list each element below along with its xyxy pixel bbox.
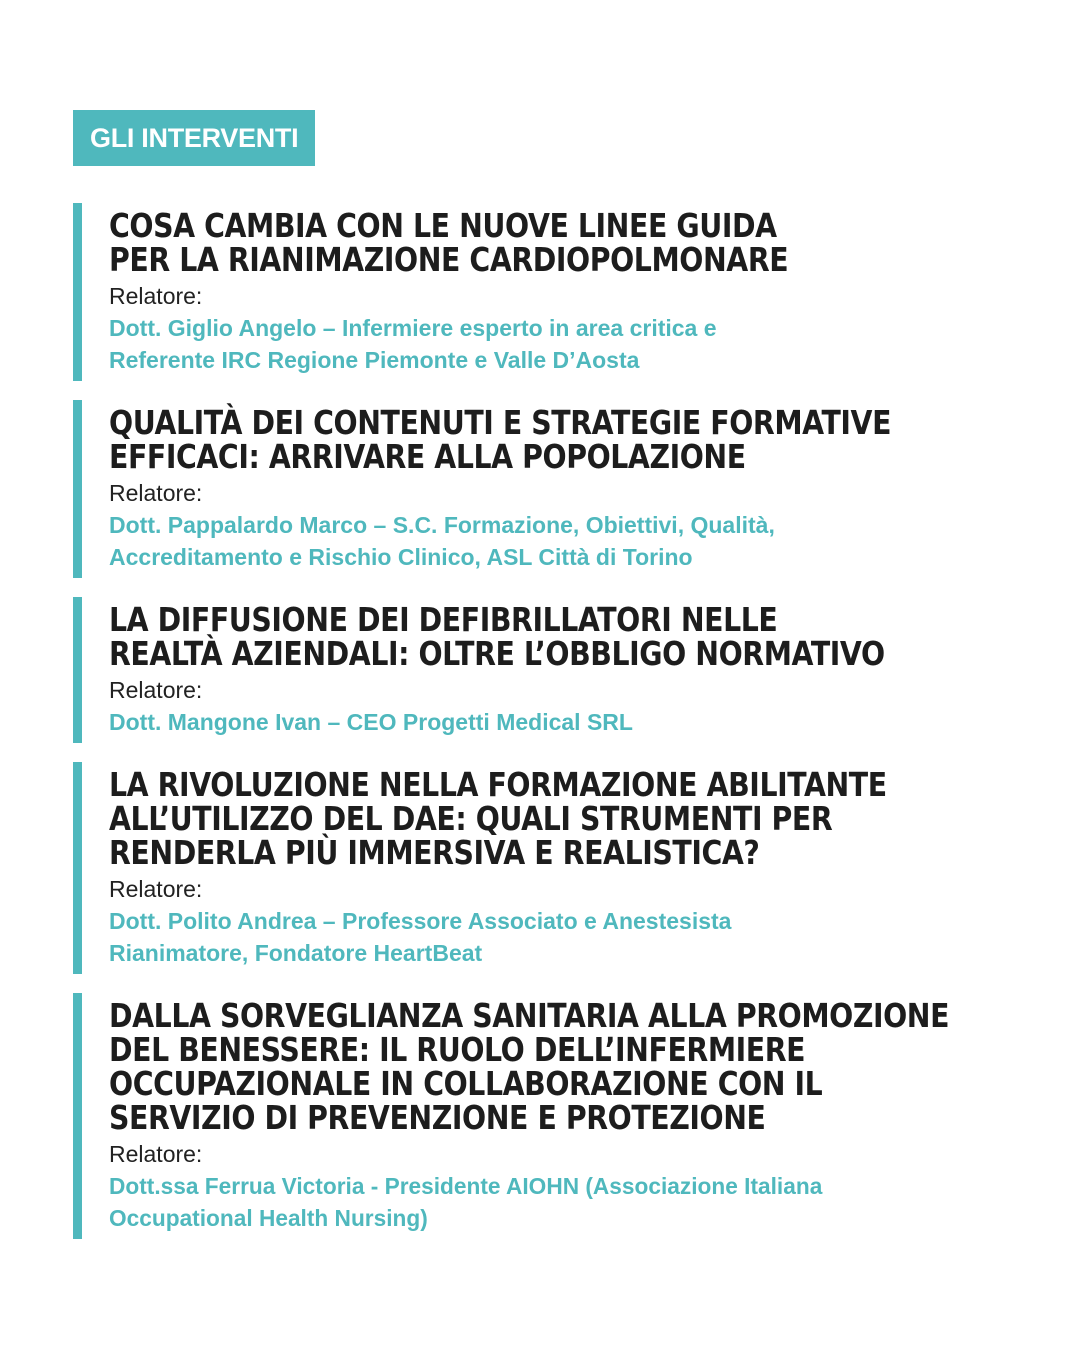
talk-title-line: REALTÀ AZIENDALI: OLTRE L’OBBLIGO NORMATIVO <box>109 634 885 673</box>
talk-title <box>109 762 887 870</box>
talk-title <box>109 993 949 1135</box>
speaker-line: Dott. Pappalardo Marco – S.C. Formazione, Obiettivi, Qualità, <box>109 512 775 538</box>
section-badge-label: GLI INTERVENTI <box>90 123 299 153</box>
talk-title-line: PER LA RIANIMAZIONE CARDIOPOLMONARE <box>109 240 789 279</box>
speaker-line: Dott. Giglio Angelo – Infermiere esperto in area critica e <box>109 315 717 341</box>
talk-title-line: OCCUPAZIONALE IN COLLABORAZIONE CON IL <box>109 1064 823 1103</box>
talk-item <box>73 203 899 381</box>
talk-title-line: EFFICACI: ARRIVARE ALLA POPOLAZIONE <box>109 437 746 476</box>
talk-title <box>109 597 885 671</box>
speaker-line: Dott. Mangone Ivan – CEO Progetti Medical SRL <box>109 709 633 735</box>
relatore-label: Relatore: <box>109 876 203 902</box>
talk-title-line: SERVIZIO DI PREVENZIONE E PROTEZIONE <box>109 1098 766 1137</box>
speaker-line: Dott.ssa Ferrua Victoria - Presidente AIOHN (Associazione Italiana <box>109 1173 823 1199</box>
talk-item <box>73 597 1011 743</box>
talk-title <box>109 203 788 277</box>
talk-title-line: RENDERLA PIÙ IMMERSIVA E REALISTICA? <box>109 833 760 872</box>
speaker-line: Dott. Polito Andrea – Professore Associato e Anestesista <box>109 908 732 934</box>
relatore-label: Relatore: <box>109 480 203 506</box>
talk-title-line: QUALITÀ DEI CONTENUTI E STRATEGIE FORMATIVE <box>109 403 892 442</box>
talk-title-line: COSA CAMBIA CON LE NUOVE LINEE GUIDA <box>109 206 777 245</box>
speaker-line: Rianimatore, Fondatore HeartBeat <box>109 940 483 966</box>
relatore-label: Relatore: <box>109 1141 203 1167</box>
speaker-info <box>109 706 1011 738</box>
talk-title-line: DALLA SORVEGLIANZA SANITARIA ALLA PROMOZIONE <box>109 996 950 1035</box>
relatore-label: Relatore: <box>109 283 203 309</box>
talk-item <box>73 993 1080 1239</box>
talk-title-line: ALL’UTILIZZO DEL DAE: QUALI STRUMENTI PER <box>109 799 833 838</box>
relatore-label: Relatore: <box>109 677 203 703</box>
talk-title <box>109 400 891 474</box>
talk-item <box>73 400 1018 578</box>
talk-title-line: DEL BENESSERE: IL RUOLO DELL’INFERMIERE <box>109 1030 806 1069</box>
speaker-info <box>109 312 899 376</box>
talk-item <box>73 762 1013 974</box>
talk-title-line: LA RIVOLUZIONE NELLA FORMAZIONE ABILITANTE <box>109 765 887 804</box>
speaker-info <box>109 1170 1080 1234</box>
speaker-line: Accreditamento e Rischio Clinico, ASL Città di Torino <box>109 544 693 570</box>
speaker-line: Occupational Health Nursing) <box>109 1205 428 1231</box>
talk-title-line: LA DIFFUSIONE DEI DEFIBRILLATORI NELLE <box>109 600 778 639</box>
speaker-info <box>109 509 1018 573</box>
speaker-info <box>109 905 1013 969</box>
speaker-line: Referente IRC Regione Piemonte e Valle D’Aosta <box>109 347 640 373</box>
section-badge <box>73 110 315 166</box>
